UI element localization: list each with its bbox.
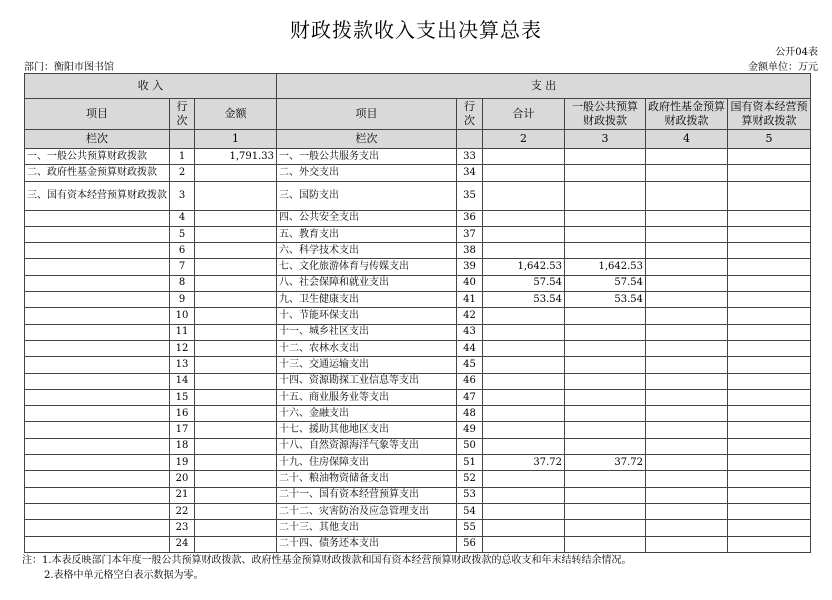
expense-item-cell: 十二、农林水支出 bbox=[277, 340, 457, 356]
income-item-cell bbox=[25, 471, 170, 487]
table-row bbox=[25, 503, 811, 519]
general-budget-cell bbox=[565, 536, 646, 552]
general-budget-cell bbox=[565, 308, 646, 324]
expense-line-cell: 37 bbox=[457, 226, 483, 242]
income-item-cell bbox=[25, 503, 170, 519]
table-row bbox=[25, 389, 811, 405]
expense-column-label: 栏次 bbox=[277, 130, 457, 149]
expense-line-cell: 52 bbox=[457, 471, 483, 487]
expense-line-cell: 33 bbox=[457, 149, 483, 165]
income-amount-cell bbox=[195, 324, 277, 340]
soe-budget-cell bbox=[728, 487, 811, 503]
general-budget-cell bbox=[565, 487, 646, 503]
income-item-cell bbox=[25, 226, 170, 242]
income-line-cell: 10 bbox=[170, 308, 195, 324]
income-amount-cell bbox=[195, 275, 277, 291]
income-item-cell bbox=[25, 324, 170, 340]
general-budget-cell bbox=[565, 210, 646, 226]
table-row bbox=[25, 259, 811, 275]
income-item-cell bbox=[25, 389, 170, 405]
total-cell: 57.54 bbox=[483, 275, 565, 291]
gov-fund-cell bbox=[646, 422, 728, 438]
income-line-cell: 7 bbox=[170, 259, 195, 275]
expense-item-cell: 十、节能环保支出 bbox=[277, 308, 457, 324]
table-row bbox=[25, 455, 811, 471]
total-cell bbox=[483, 324, 565, 340]
table-row bbox=[25, 243, 811, 259]
soe-budget-cell bbox=[728, 503, 811, 519]
expense-item-cell: 六、科学技术支出 bbox=[277, 243, 457, 259]
budget-table bbox=[24, 73, 811, 553]
general-budget-header: 一般公共预算财政拨款 bbox=[565, 99, 646, 130]
income-line-cell: 17 bbox=[170, 422, 195, 438]
table-row bbox=[25, 340, 811, 356]
income-item-cell bbox=[25, 438, 170, 454]
soe-budget-cell bbox=[728, 357, 811, 373]
income-line-cell: 12 bbox=[170, 340, 195, 356]
income-item-cell bbox=[25, 259, 170, 275]
gov-fund-cell bbox=[646, 389, 728, 405]
income-line-cell: 23 bbox=[170, 520, 195, 536]
expense-line-cell: 45 bbox=[457, 357, 483, 373]
expense-line-cell: 34 bbox=[457, 165, 483, 181]
general-budget-cell bbox=[565, 422, 646, 438]
expense-item-cell: 十八、自然资源海洋气象等支出 bbox=[277, 438, 457, 454]
income-item-cell bbox=[25, 487, 170, 503]
general-budget-cell: 37.72 bbox=[565, 455, 646, 471]
table-row bbox=[25, 308, 811, 324]
table-row bbox=[25, 226, 811, 242]
general-budget-cell bbox=[565, 520, 646, 536]
income-amount-cell bbox=[195, 422, 277, 438]
income-item-cell bbox=[25, 243, 170, 259]
soe-budget-cell bbox=[728, 373, 811, 389]
soe-budget-cell bbox=[728, 324, 811, 340]
general-budget-cell bbox=[565, 389, 646, 405]
header-row-columns bbox=[25, 99, 811, 130]
expense-line-cell: 49 bbox=[457, 422, 483, 438]
soe-budget-cell bbox=[728, 165, 811, 181]
expense-line-cell: 43 bbox=[457, 324, 483, 340]
income-amount-cell bbox=[195, 181, 277, 210]
income-amount-cell: 1,791.33 bbox=[195, 149, 277, 165]
general-budget-cell: 57.54 bbox=[565, 275, 646, 291]
total-cell: 1,642.53 bbox=[483, 259, 565, 275]
income-amount-cell bbox=[195, 536, 277, 552]
expense-line-cell: 46 bbox=[457, 373, 483, 389]
table-row bbox=[25, 422, 811, 438]
income-amount-cell bbox=[195, 406, 277, 422]
expense-item-cell: 五、教育支出 bbox=[277, 226, 457, 242]
income-line-cell: 21 bbox=[170, 487, 195, 503]
soe-budget-cell bbox=[728, 422, 811, 438]
expense-item-cell: 九、卫生健康支出 bbox=[277, 292, 457, 308]
total-cell bbox=[483, 181, 565, 210]
table-row bbox=[25, 292, 811, 308]
income-amount-cell bbox=[195, 455, 277, 471]
gov-fund-cell bbox=[646, 455, 728, 471]
expense-line-cell: 50 bbox=[457, 438, 483, 454]
total-cell bbox=[483, 487, 565, 503]
general-budget-cell bbox=[565, 181, 646, 210]
income-amount-cell bbox=[195, 438, 277, 454]
total-cell bbox=[483, 357, 565, 373]
income-line-cell: 14 bbox=[170, 373, 195, 389]
general-budget-cell bbox=[565, 503, 646, 519]
income-item-cell bbox=[25, 292, 170, 308]
gov-fund-cell bbox=[646, 165, 728, 181]
gov-fund-header: 政府性基金预算财政拨款 bbox=[646, 99, 728, 130]
income-item-cell bbox=[25, 308, 170, 324]
income-amount-cell bbox=[195, 487, 277, 503]
income-line-cell: 6 bbox=[170, 243, 195, 259]
general-budget-cell bbox=[565, 373, 646, 389]
income-line-cell: 8 bbox=[170, 275, 195, 291]
col5-number: 5 bbox=[728, 130, 811, 149]
gov-fund-cell bbox=[646, 487, 728, 503]
general-budget-cell bbox=[565, 357, 646, 373]
income-line-cell: 1 bbox=[170, 149, 195, 165]
total-cell bbox=[483, 308, 565, 324]
expense-line-cell: 38 bbox=[457, 243, 483, 259]
total-cell bbox=[483, 520, 565, 536]
table-row bbox=[25, 406, 811, 422]
soe-budget-cell bbox=[728, 181, 811, 210]
unit-label: 金额单位：万元 bbox=[748, 62, 818, 73]
income-item-cell bbox=[25, 340, 170, 356]
income-line-cell: 9 bbox=[170, 292, 195, 308]
income-amount-cell bbox=[195, 340, 277, 356]
soe-budget-cell bbox=[728, 536, 811, 552]
income-item-header: 项目 bbox=[25, 99, 170, 130]
table-row bbox=[25, 210, 811, 226]
income-item-cell bbox=[25, 536, 170, 552]
expense-item-cell: 二十四、债务还本支出 bbox=[277, 536, 457, 552]
expense-header: 支 出 bbox=[277, 74, 811, 99]
soe-budget-cell bbox=[728, 438, 811, 454]
income-amount-cell bbox=[195, 308, 277, 324]
expense-item-cell: 十一、城乡社区支出 bbox=[277, 324, 457, 340]
income-line-cell: 24 bbox=[170, 536, 195, 552]
header-row-column-numbers bbox=[25, 130, 811, 149]
general-budget-cell bbox=[565, 165, 646, 181]
total-cell bbox=[483, 243, 565, 259]
expense-item-cell: 四、公共安全支出 bbox=[277, 210, 457, 226]
expense-item-cell: 八、社会保障和就业支出 bbox=[277, 275, 457, 291]
general-budget-cell bbox=[565, 243, 646, 259]
footnote-2: 2.表格中单元格空白表示数据为零。 bbox=[44, 570, 204, 581]
expense-item-cell: 二十、粮油物资储备支出 bbox=[277, 471, 457, 487]
expense-item-cell: 十七、援助其他地区支出 bbox=[277, 422, 457, 438]
gov-fund-cell bbox=[646, 243, 728, 259]
table-code: 公开04表 bbox=[775, 47, 818, 58]
table-row bbox=[25, 487, 811, 503]
income-line-cell: 5 bbox=[170, 226, 195, 242]
general-budget-cell: 53.54 bbox=[565, 292, 646, 308]
expense-line-header: 行次 bbox=[457, 99, 483, 130]
gov-fund-cell bbox=[646, 210, 728, 226]
soe-budget-cell bbox=[728, 292, 811, 308]
gov-fund-cell bbox=[646, 259, 728, 275]
income-line-blank bbox=[170, 130, 195, 149]
income-amount-cell bbox=[195, 292, 277, 308]
expense-item-cell: 七、文化旅游体育与传媒支出 bbox=[277, 259, 457, 275]
total-cell bbox=[483, 149, 565, 165]
col2-number: 2 bbox=[483, 130, 565, 149]
gov-fund-cell bbox=[646, 340, 728, 356]
total-cell bbox=[483, 471, 565, 487]
expense-line-cell: 40 bbox=[457, 275, 483, 291]
income-line-header: 行次 bbox=[170, 99, 195, 130]
general-budget-cell bbox=[565, 149, 646, 165]
expense-item-cell: 十九、住房保障支出 bbox=[277, 455, 457, 471]
income-line-cell: 2 bbox=[170, 165, 195, 181]
table-row bbox=[25, 438, 811, 454]
expense-item-cell: 二十一、国有资本经营预算支出 bbox=[277, 487, 457, 503]
income-header: 收 入 bbox=[25, 74, 277, 99]
income-line-cell: 11 bbox=[170, 324, 195, 340]
table-row bbox=[25, 357, 811, 373]
income-amount-cell bbox=[195, 520, 277, 536]
gov-fund-cell bbox=[646, 181, 728, 210]
footnotes bbox=[22, 553, 632, 583]
expense-line-cell: 55 bbox=[457, 520, 483, 536]
expense-line-cell: 53 bbox=[457, 487, 483, 503]
total-cell bbox=[483, 340, 565, 356]
expense-line-cell: 44 bbox=[457, 340, 483, 356]
income-item-cell: 二、政府性基金预算财政拨款 bbox=[25, 165, 170, 181]
table-row bbox=[25, 536, 811, 552]
soe-budget-cell bbox=[728, 243, 811, 259]
income-line-cell: 19 bbox=[170, 455, 195, 471]
expense-item-cell: 十五、商业服务业等支出 bbox=[277, 389, 457, 405]
general-budget-cell bbox=[565, 324, 646, 340]
gov-fund-cell bbox=[646, 406, 728, 422]
expense-item-cell: 十六、金融支出 bbox=[277, 406, 457, 422]
table-row bbox=[25, 181, 811, 210]
total-cell bbox=[483, 422, 565, 438]
soe-budget-cell bbox=[728, 455, 811, 471]
col3-number: 3 bbox=[565, 130, 646, 149]
general-budget-cell: 1,642.53 bbox=[565, 259, 646, 275]
gov-fund-cell bbox=[646, 324, 728, 340]
income-line-cell: 22 bbox=[170, 503, 195, 519]
expense-item-header: 项目 bbox=[277, 99, 457, 130]
department-label: 部门：衡阳市图书馆 bbox=[24, 62, 114, 73]
income-amount-cell bbox=[195, 357, 277, 373]
total-cell bbox=[483, 226, 565, 242]
expense-item-cell: 二十三、其他支出 bbox=[277, 520, 457, 536]
gov-fund-cell bbox=[646, 503, 728, 519]
expense-line-cell: 39 bbox=[457, 259, 483, 275]
general-budget-cell bbox=[565, 471, 646, 487]
income-column-label: 栏次 bbox=[25, 130, 170, 149]
income-item-cell bbox=[25, 520, 170, 536]
income-item-cell: 三、国有资本经营预算财政拨款 bbox=[25, 181, 170, 210]
soe-budget-cell bbox=[728, 275, 811, 291]
expense-item-cell: 十三、交通运输支出 bbox=[277, 357, 457, 373]
col1-number: 1 bbox=[195, 130, 277, 149]
expense-item-cell: 二、外交支出 bbox=[277, 165, 457, 181]
general-budget-cell bbox=[565, 226, 646, 242]
expense-line-cell: 42 bbox=[457, 308, 483, 324]
income-amount-cell bbox=[195, 373, 277, 389]
total-cell bbox=[483, 165, 565, 181]
expense-item-cell: 十四、资源勘探工业信息等支出 bbox=[277, 373, 457, 389]
income-line-cell: 16 bbox=[170, 406, 195, 422]
general-budget-cell bbox=[565, 406, 646, 422]
income-item-cell bbox=[25, 373, 170, 389]
income-line-cell: 15 bbox=[170, 389, 195, 405]
table-row bbox=[25, 373, 811, 389]
general-budget-cell bbox=[565, 340, 646, 356]
expense-line-cell: 41 bbox=[457, 292, 483, 308]
income-amount-cell bbox=[195, 210, 277, 226]
expense-line-cell: 47 bbox=[457, 389, 483, 405]
soe-budget-cell bbox=[728, 389, 811, 405]
expense-line-cell: 56 bbox=[457, 536, 483, 552]
total-cell bbox=[483, 373, 565, 389]
expense-item-cell: 二十二、灾害防治及应急管理支出 bbox=[277, 503, 457, 519]
footnote-1: 注：1.本表反映部门本年度一般公共预算财政拨款、政府性基金预算财政拨款和国有资本经营预算财政拨款的总收支和年末结转结余情况。 bbox=[22, 555, 632, 566]
page-title: 财政拨款收入支出决算总表 bbox=[290, 18, 542, 42]
table-row bbox=[25, 275, 811, 291]
gov-fund-cell bbox=[646, 438, 728, 454]
income-amount-cell bbox=[195, 226, 277, 242]
expense-line-cell: 36 bbox=[457, 210, 483, 226]
expense-item-cell: 一、一般公共服务支出 bbox=[277, 149, 457, 165]
expense-line-cell: 54 bbox=[457, 503, 483, 519]
income-amount-cell bbox=[195, 165, 277, 181]
income-amount-header: 金额 bbox=[195, 99, 277, 130]
gov-fund-cell bbox=[646, 292, 728, 308]
income-line-cell: 3 bbox=[170, 181, 195, 210]
general-budget-cell bbox=[565, 438, 646, 454]
expense-line-blank bbox=[457, 130, 483, 149]
gov-fund-cell bbox=[646, 357, 728, 373]
income-item-cell: 一、一般公共预算财政拨款 bbox=[25, 149, 170, 165]
total-cell bbox=[483, 389, 565, 405]
soe-budget-cell bbox=[728, 471, 811, 487]
header-row-sections bbox=[25, 74, 811, 99]
soe-budget-cell bbox=[728, 406, 811, 422]
gov-fund-cell bbox=[646, 275, 728, 291]
expense-line-cell: 48 bbox=[457, 406, 483, 422]
income-amount-cell bbox=[195, 389, 277, 405]
income-item-cell bbox=[25, 406, 170, 422]
soe-budget-cell bbox=[728, 308, 811, 324]
soe-budget-cell bbox=[728, 149, 811, 165]
income-item-cell bbox=[25, 455, 170, 471]
income-amount-cell bbox=[195, 243, 277, 259]
income-line-cell: 18 bbox=[170, 438, 195, 454]
income-line-cell: 4 bbox=[170, 210, 195, 226]
soe-budget-cell bbox=[728, 210, 811, 226]
table-row bbox=[25, 471, 811, 487]
soe-budget-cell bbox=[728, 259, 811, 275]
soe-budget-cell bbox=[728, 340, 811, 356]
total-cell bbox=[483, 503, 565, 519]
total-cell bbox=[483, 210, 565, 226]
gov-fund-cell bbox=[646, 520, 728, 536]
table-row bbox=[25, 520, 811, 536]
income-item-cell bbox=[25, 357, 170, 373]
total-cell: 37.72 bbox=[483, 455, 565, 471]
col4-number: 4 bbox=[646, 130, 728, 149]
income-amount-cell bbox=[195, 259, 277, 275]
income-item-cell bbox=[25, 210, 170, 226]
gov-fund-cell bbox=[646, 373, 728, 389]
gov-fund-cell bbox=[646, 536, 728, 552]
table-row bbox=[25, 165, 811, 181]
soe-budget-cell bbox=[728, 226, 811, 242]
income-amount-cell bbox=[195, 503, 277, 519]
expense-item-cell: 三、国防支出 bbox=[277, 181, 457, 210]
gov-fund-cell bbox=[646, 226, 728, 242]
gov-fund-cell bbox=[646, 308, 728, 324]
gov-fund-cell bbox=[646, 471, 728, 487]
total-cell bbox=[483, 536, 565, 552]
income-item-cell bbox=[25, 422, 170, 438]
gov-fund-cell bbox=[646, 149, 728, 165]
table-row bbox=[25, 324, 811, 340]
income-line-cell: 20 bbox=[170, 471, 195, 487]
soe-budget-header: 国有资本经营预算财政拨款 bbox=[728, 99, 811, 130]
total-cell bbox=[483, 406, 565, 422]
income-item-cell bbox=[25, 275, 170, 291]
soe-budget-cell bbox=[728, 520, 811, 536]
table-row bbox=[25, 149, 811, 165]
total-cell: 53.54 bbox=[483, 292, 565, 308]
expense-line-cell: 51 bbox=[457, 455, 483, 471]
income-line-cell: 13 bbox=[170, 357, 195, 373]
total-cell bbox=[483, 438, 565, 454]
income-amount-cell bbox=[195, 471, 277, 487]
total-header: 合计 bbox=[483, 99, 565, 130]
expense-line-cell: 35 bbox=[457, 181, 483, 210]
